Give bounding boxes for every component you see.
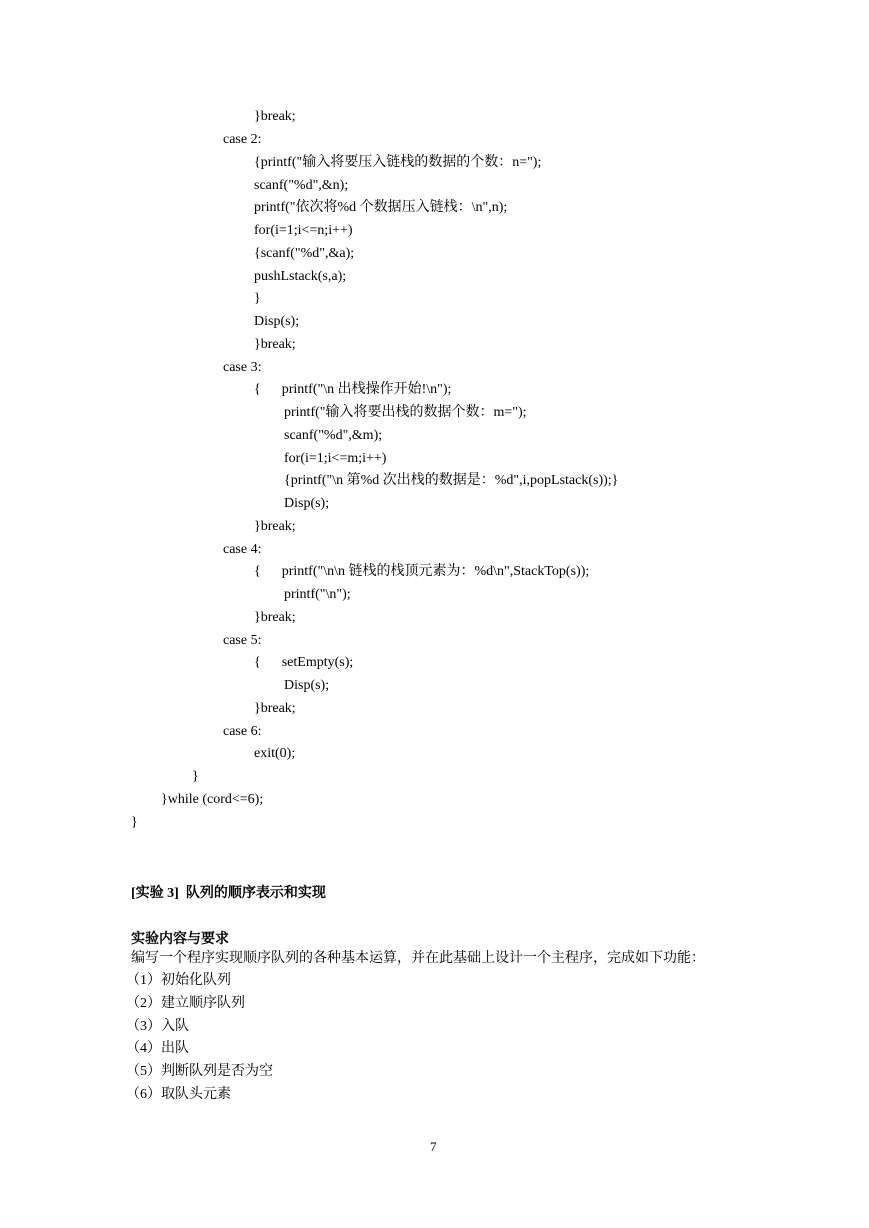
code-line: }	[192, 769, 199, 784]
section-title: [实验 3] 队列的顺序表示和实现	[131, 886, 326, 901]
code-line: printf("\n");	[284, 587, 351, 602]
code-line: {printf("\n 第%d 次出栈的数据是：%d",i,popLstack(s));}	[284, 473, 619, 488]
list-item: （5）判断队列是否为空	[126, 1064, 273, 1079]
code-line: for(i=1;i<=m;i++)	[284, 451, 387, 466]
code-line: Disp(s);	[284, 496, 330, 511]
code-line: case 4:	[223, 542, 262, 557]
code-line: {printf("输入将要压入链栈的数据的个数：n=");	[254, 155, 542, 170]
code-line: }break;	[254, 109, 296, 124]
code-line: { setEmpty(s);	[254, 655, 354, 670]
code-line: scanf("%d",&n);	[254, 178, 349, 193]
code-line: scanf("%d",&m);	[284, 428, 383, 443]
code-line: case 3:	[223, 360, 262, 375]
code-line: }while (cord<=6);	[161, 792, 264, 807]
code-line: printf("依次将%d 个数据压入链栈：\n",n);	[254, 200, 508, 215]
code-line: }	[254, 291, 261, 306]
code-line: { printf("\n\n 链栈的栈顶元素为：%d\n",StackTop(s));	[254, 564, 590, 579]
code-line: }break;	[254, 610, 296, 625]
code-line: case 5:	[223, 633, 262, 648]
code-line: for(i=1;i<=n;i++)	[254, 223, 353, 238]
description-paragraph: 编写一个程序实现顺序队列的各种基本运算，并在此基础上设计一个主程序，完成如下功能：	[131, 951, 705, 966]
code-line: }break;	[254, 337, 296, 352]
code-line: {scanf("%d",&a);	[254, 246, 355, 261]
list-item: （2）建立顺序队列	[126, 996, 245, 1011]
code-line: case 6:	[223, 724, 262, 739]
code-line: Disp(s);	[254, 314, 300, 329]
list-item: （6）取队头元素	[126, 1087, 231, 1102]
code-line: }	[131, 815, 138, 830]
code-line: case 2:	[223, 132, 262, 147]
code-line: printf("输入将要出栈的数据个数：m=");	[284, 405, 527, 420]
code-line: { printf("\n 出栈操作开始!\n");	[254, 382, 452, 397]
subsection-title: 实验内容与要求	[131, 932, 229, 947]
code-line: }break;	[254, 519, 296, 534]
code-line: Disp(s);	[284, 678, 330, 693]
code-line: }break;	[254, 701, 296, 716]
code-line: pushLstack(s,a);	[254, 269, 347, 284]
list-item: （4）出队	[126, 1041, 189, 1056]
page-number: 7	[430, 1139, 437, 1154]
list-item: （1）初始化队列	[126, 973, 231, 988]
code-line: exit(0);	[254, 746, 296, 761]
list-item: （3）入队	[126, 1019, 189, 1034]
